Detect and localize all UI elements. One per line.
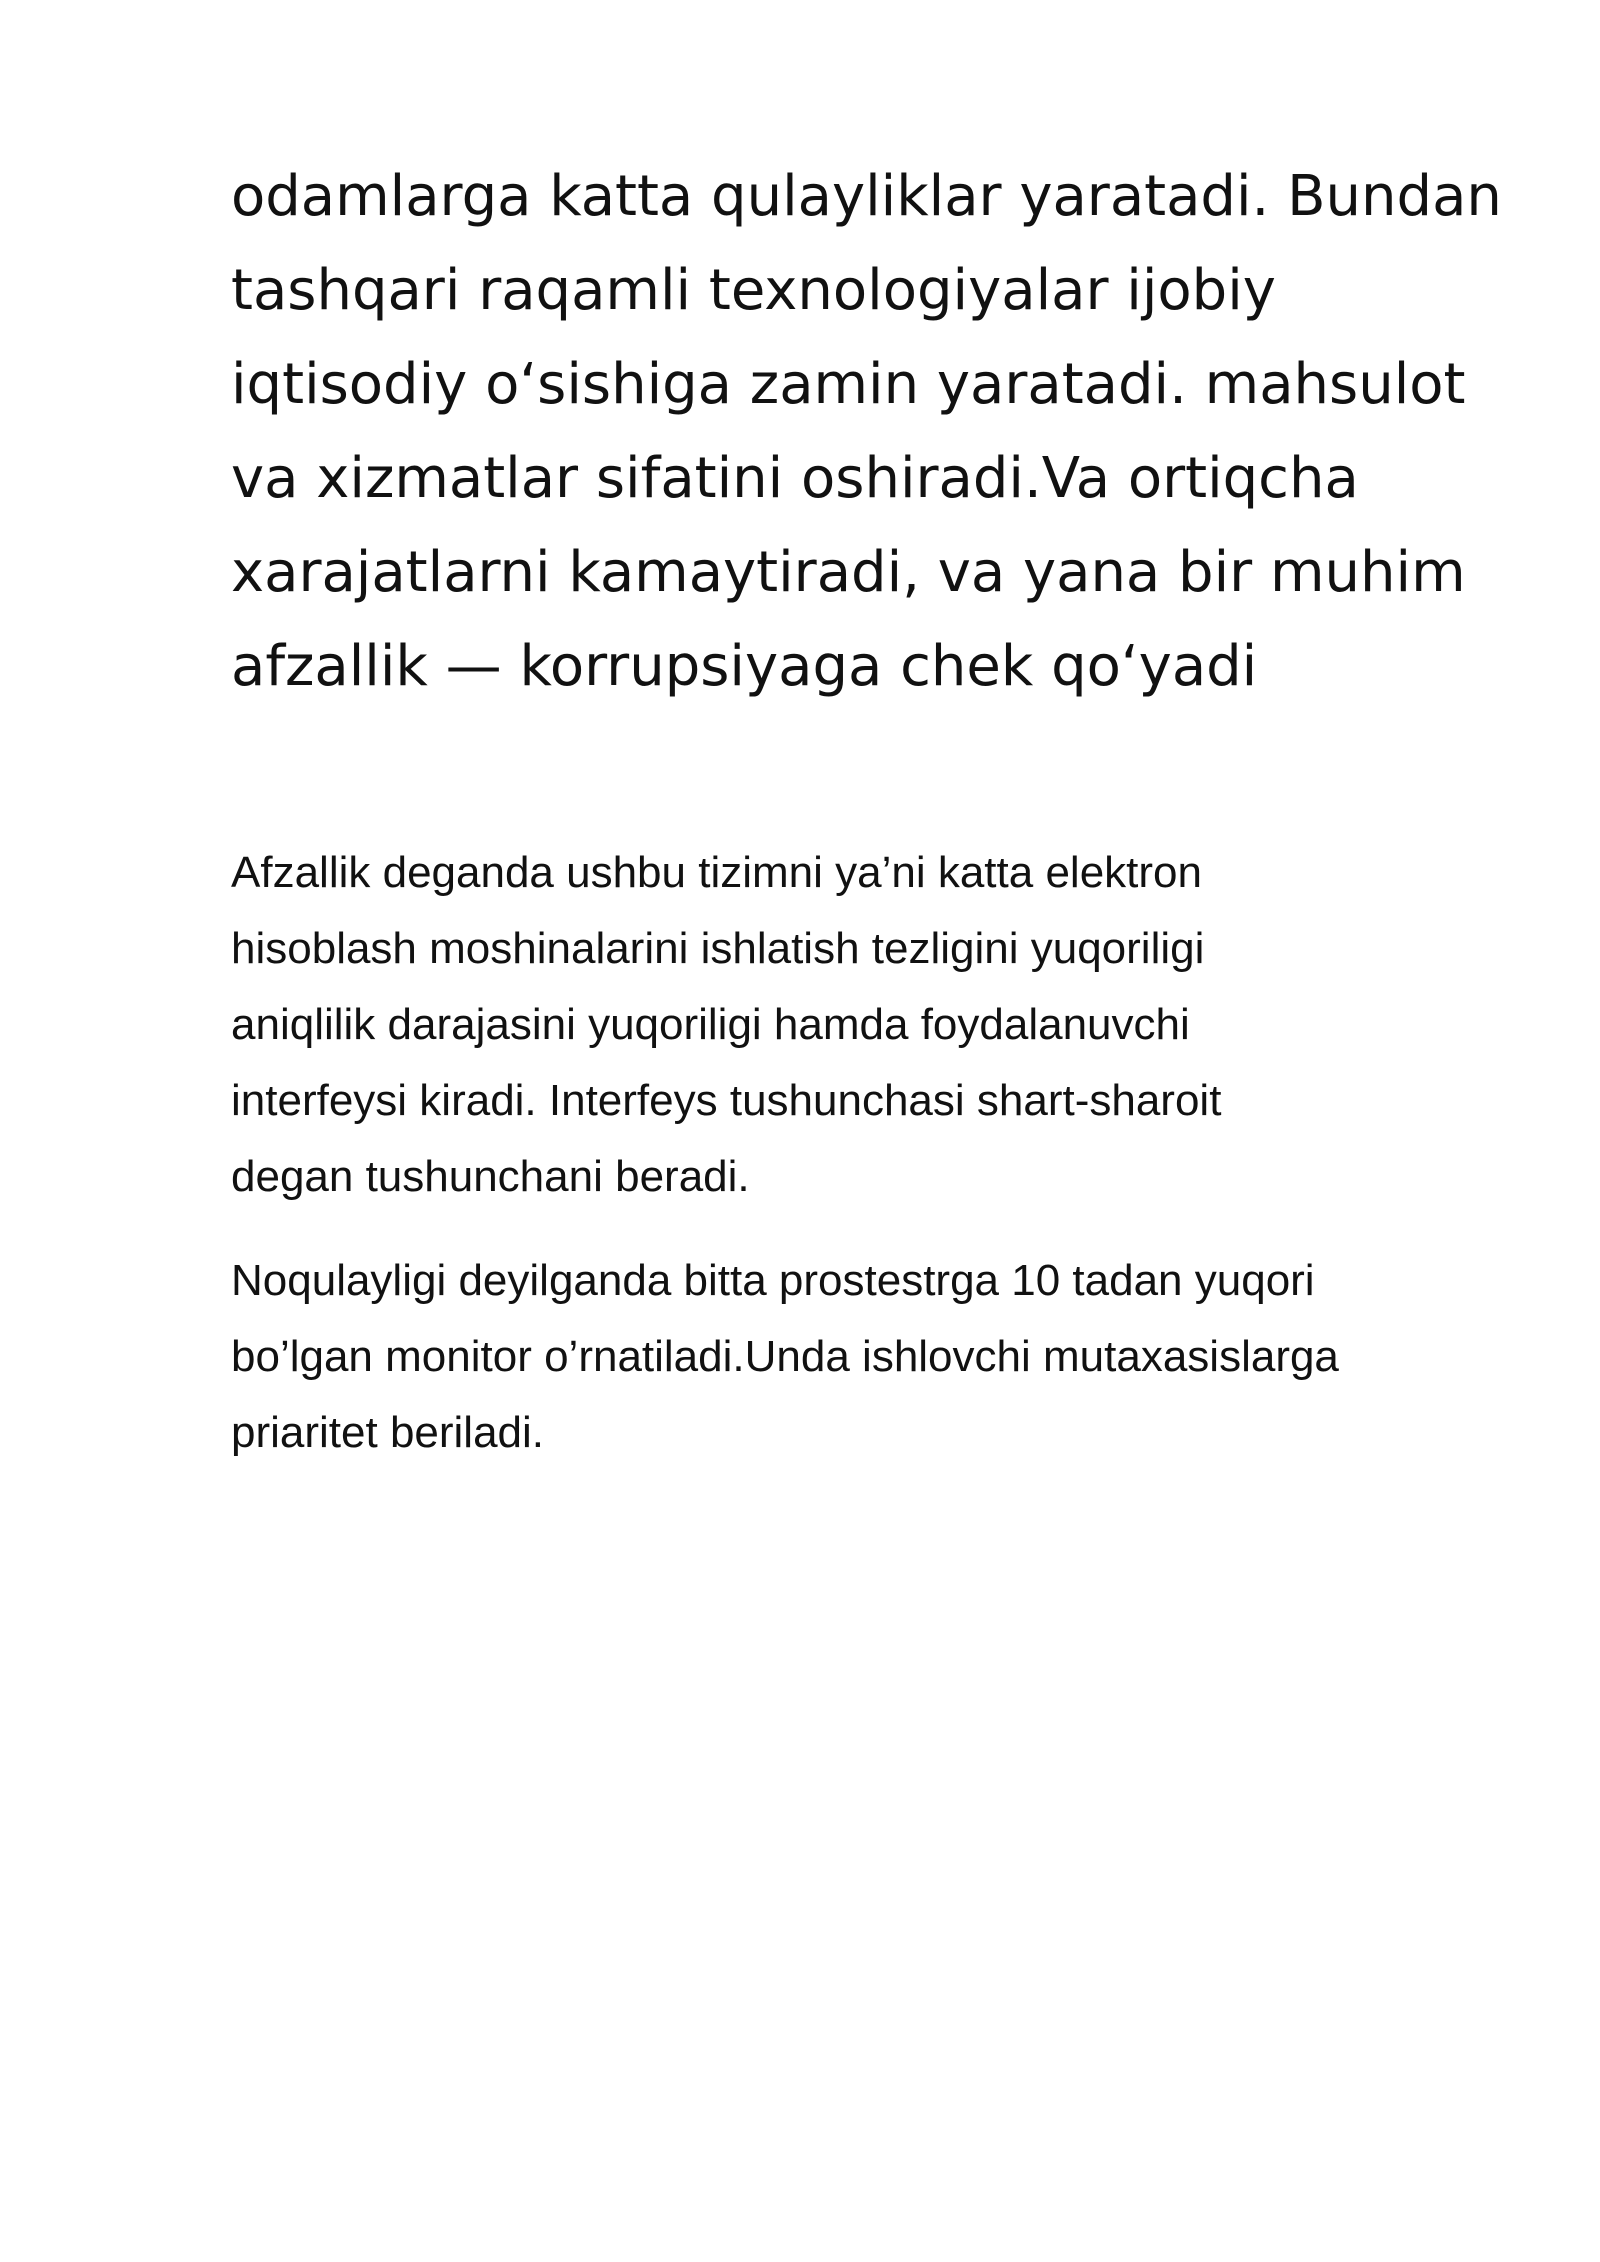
text-line: tashqari raqamli texnologiyalar ijobiy: [231, 258, 1276, 323]
text-line: odamlarga katta qulayliklar yaratadi. Bundan: [231, 164, 1502, 229]
text-line: interfeysi kiradi. Interfeys tushunchasi shart-sharoit: [231, 1076, 1222, 1125]
text-line: iqtisodiy o‘sishiga zamin yaratadi. mahsulot: [231, 352, 1466, 417]
text-line: xarajatlarni kamaytiradi, va yana bir muhim: [231, 540, 1466, 605]
paragraph-advantages-intro: [231, 150, 1531, 714]
paragraph-disadvantages: [231, 1243, 1531, 1471]
text-line: degan tushunchani beradi.: [231, 1152, 750, 1201]
text-line: hisoblash moshinalarini ishlatish tezligini yuqoriligi: [231, 924, 1205, 973]
text-line: Noqulayligi deyilganda bitta prostestrga 10 tadan yuqori: [231, 1256, 1315, 1305]
text-line: va xizmatlar sifatini oshiradi.Va ortiqcha: [231, 446, 1359, 511]
text-line: Afzallik deganda ushbu tizimni ya’ni katta elektron: [231, 848, 1202, 897]
text-line: priaritet beriladi.: [231, 1408, 545, 1457]
text-line: aniqlilik darajasini yuqoriligi hamda foydalanuvchi: [231, 1000, 1190, 1049]
text-line: afzallik — korrupsiyaga chek qo‘yadi: [231, 634, 1258, 699]
paragraph-advantages: [231, 835, 1531, 1215]
text-line: bo’lgan monitor o’rnatiladi.Unda ishlovchi mutaxasislarga: [231, 1332, 1339, 1381]
